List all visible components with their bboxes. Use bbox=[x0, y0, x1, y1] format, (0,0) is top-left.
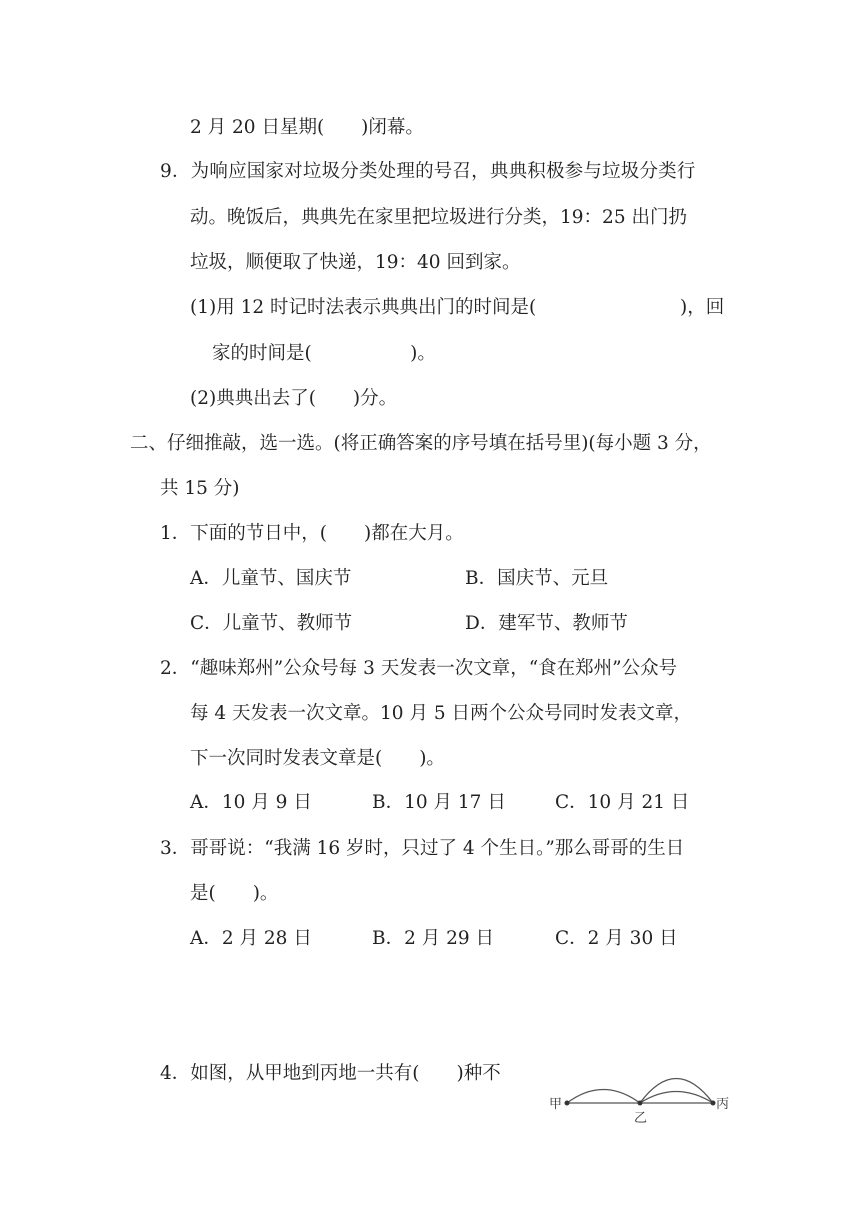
text-line: 下一次同时发表文章是( )。 bbox=[190, 748, 445, 769]
question-4: 4．如图，从甲地到丙地一共有( )种不 bbox=[160, 1063, 501, 1084]
text-line: 垃圾，顺便取了快递，19：40 回到家。 bbox=[190, 252, 521, 273]
label-mid: 乙 bbox=[634, 1111, 648, 1126]
route-arc-3 bbox=[640, 1079, 713, 1104]
text-line: 家的时间是( )。 bbox=[212, 343, 436, 364]
question-3: 3．哥哥说：“我满 16 岁时，只过了 4 个生日。”那么哥哥的生日 bbox=[160, 838, 685, 859]
text-line: 2 月 20 日星期( )闭幕。 bbox=[190, 117, 424, 138]
option-b: B．国庆节、元旦 bbox=[465, 568, 609, 589]
question-2: 2．“趣味郑州”公众号每 3 天发表一次文章，“食在郑州”公众号 bbox=[160, 658, 678, 679]
text-line: 动。晚饭后，典典先在家里把垃圾进行分类，19：25 出门扔 bbox=[190, 207, 687, 228]
point-mid bbox=[638, 1101, 643, 1106]
text-line: 是( )。 bbox=[190, 883, 279, 904]
label-end: 丙 bbox=[716, 1097, 730, 1112]
question-9-part-1: (1)用 12 时记时法表示典典出门的时间是( bbox=[190, 297, 537, 318]
option-a: A．10 月 9 日 bbox=[190, 792, 312, 813]
question-9: 9．为响应国家对垃圾分类处理的号召，典典积极参与垃圾分类行 bbox=[160, 161, 696, 182]
route-arc-2 bbox=[640, 1092, 713, 1104]
option-c: C．2 月 30 日 bbox=[555, 928, 678, 949]
text-line: 共 15 分) bbox=[160, 478, 240, 499]
option-c: C．儿童节、教师节 bbox=[190, 613, 353, 634]
option-b: B．2 月 29 日 bbox=[372, 928, 495, 949]
route-diagram bbox=[545, 1066, 745, 1126]
route-arc-1 bbox=[567, 1090, 640, 1104]
option-a: A．儿童节、国庆节 bbox=[190, 568, 352, 589]
option-a: A．2 月 28 日 bbox=[190, 928, 312, 949]
text-line: )，回 bbox=[680, 297, 725, 318]
point-end bbox=[711, 1101, 716, 1106]
section-heading: 二、仔细推敲，选一选。(将正确答案的序号填在括号里)(每小题 3 分， bbox=[130, 433, 712, 454]
point-start bbox=[565, 1101, 570, 1106]
question-9-part-2: (2)典典出去了( )分。 bbox=[190, 388, 398, 409]
option-b: B．10 月 17 日 bbox=[372, 792, 506, 813]
option-c: C．10 月 21 日 bbox=[555, 792, 690, 813]
text-line: 每 4 天发表一次文章。10 月 5 日两个公众号同时发表文章， bbox=[190, 703, 692, 724]
question-1: 1．下面的节日中，( )都在大月。 bbox=[160, 523, 464, 544]
label-start: 甲 bbox=[549, 1097, 563, 1112]
option-d: D．建军节、教师节 bbox=[465, 613, 628, 634]
